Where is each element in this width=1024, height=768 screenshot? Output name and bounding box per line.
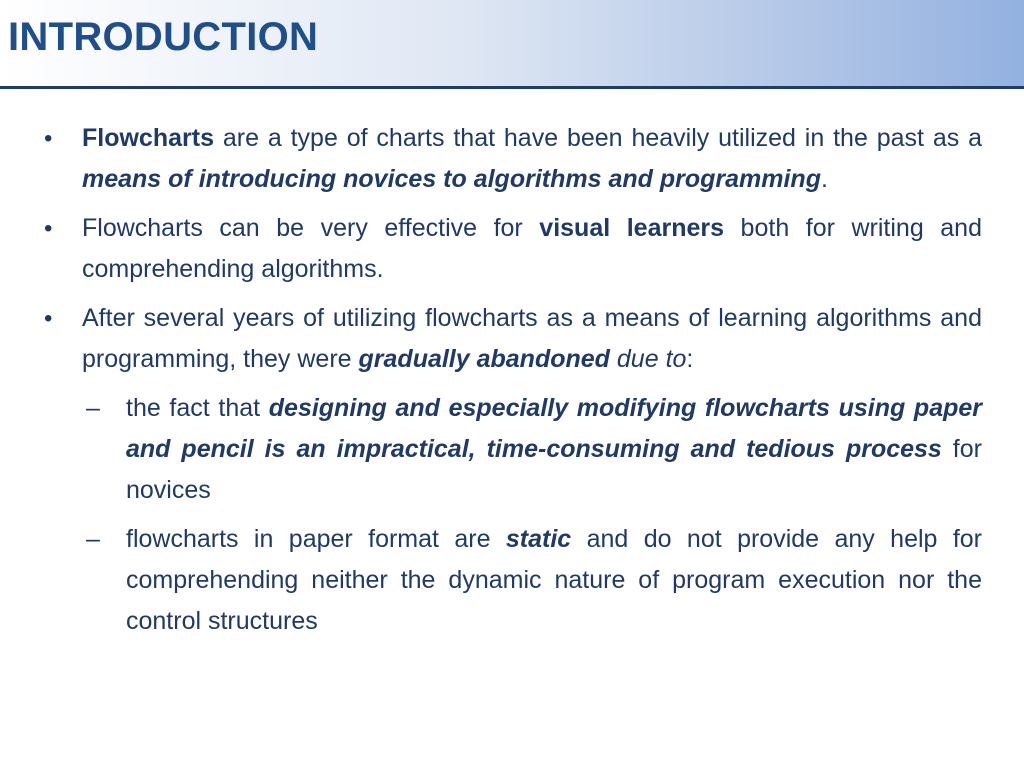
title-bar [0,0,1024,88]
text: . [820,165,828,193]
text [610,345,617,373]
text-italic: due to [616,345,687,373]
bullet-marker: • [44,305,53,332]
text-bold-italic: designing and especially modifying flowcharts using paper and pencil is an impractical, time-consuming and tedious process [126,394,983,463]
text: Flowcharts can be very effective for [82,214,540,242]
text: the fact that [126,394,269,422]
bullet-item-visual-learners [42,208,982,290]
text-bold: visual learners [539,214,725,242]
bullet-item-flowcharts-definition [42,118,982,200]
text: and do not provide any help for comprehending neither the dynamic nature of program execution nor the control structures [126,525,982,635]
bullet-marker: • [44,125,53,152]
text: flowcharts in paper format are [126,525,506,553]
text: both for writing and comprehending algorithms. [82,214,982,283]
text: : [686,345,694,373]
text-bold-italic: static [505,525,572,553]
text-bold-italic: means of introducing novices to algorithms and programming [82,165,821,193]
slide-title: INTRODUCTION [8,15,319,59]
slide-body [42,118,982,650]
title-divider [0,86,1024,89]
text-bold: Flowcharts [82,124,214,152]
bullet-marker: • [44,215,53,242]
text: for novices [126,435,982,504]
sub-bullet-item-static [86,519,982,642]
dash-marker: – [86,394,100,422]
sub-bullet-item-paper-pencil [86,388,982,511]
bullet-item-abandoned [42,298,982,380]
text: are a type of charts that have been heavily utilized in the past as a [213,124,982,152]
text: After several years of utilizing flowcharts as a means of learning algorithms and programming, they were [82,304,982,373]
text-bold-italic: gradually abandoned [358,345,610,373]
dash-marker: – [86,525,100,553]
